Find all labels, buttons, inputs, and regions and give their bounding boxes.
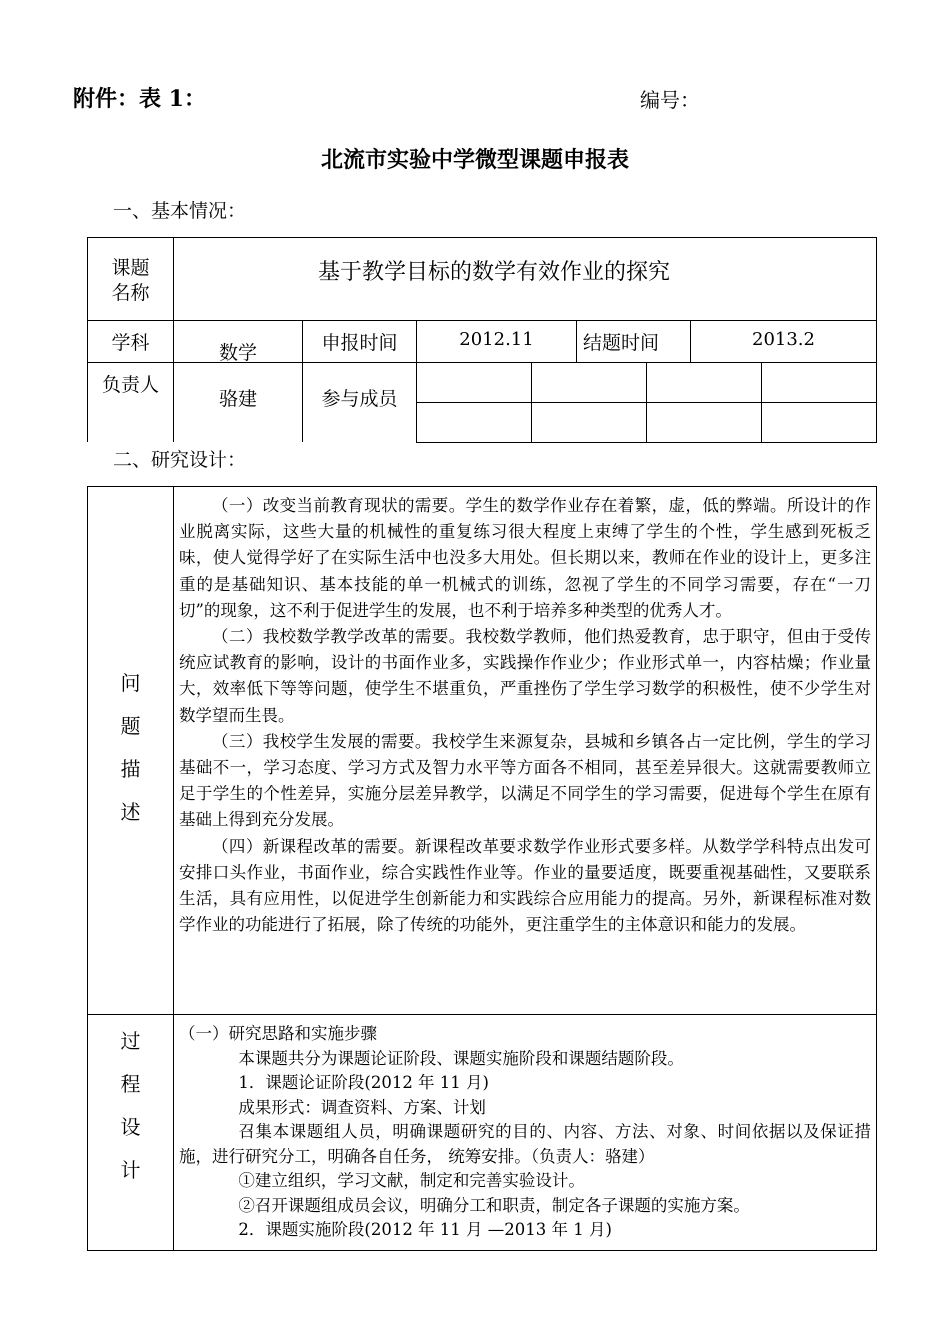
table-border — [87, 1250, 877, 1251]
process-label — [88, 1020, 173, 1192]
problem-paragraph: （三）我校学生发展的需要。我校学生来源复杂，县城和乡镇各占一定比例，学生的学习基础不一，学习态度、学习方式及智力水平等方面各不相同，甚至差异很大。这就需要教师立足于学生的个性差异，实施分层差异教学，以满足不同学生的学习需要，促进每个学生在原有基础上得到充分发展。 — [179, 731, 871, 830]
leader-label: 负责人 — [101, 374, 159, 396]
problem-paragraph: （一）改变当前教育现状的需要。学生的数学作业存在着繁，虚，低的弊端。所设计的作业脱离实际，这些大量的机械性的重复练习很大程度上束缚了学生的个性，学生感到死板乏味，使人觉得学好了在实际生活中也没多大用处。但长期以来，教师在作业的设计上，更多注重的是基础知识、基本技能的单一机械式的训练，忽视了学生的不同学习需要，存在“一刀切”的现象，这不利于促进学生的发展，也不利于培养多种类型的优秀人才。 — [179, 496, 871, 620]
table-border — [531, 362, 532, 443]
table-border — [87, 320, 877, 321]
table-border — [87, 1014, 877, 1015]
section-design-heading: 二、研究设计： — [113, 449, 247, 471]
problem-paragraph: （二）我校数学教学改革的需要。我校数学教师，他们热爱教育，忠于职守，但由于受传统应试教育的影响，设计的书面作业多，实践操作作业少；作业形式单一，内容枯燥；作业量大，效率低下等等问题，使学生不堪重负，严重挫伤了学生学习数学的积极性，使不少学生对数学望而生畏。 — [179, 627, 871, 725]
topic-label-line1: 课题 — [111, 257, 150, 279]
process-line: 本课题共分为课题论证阶段、课题实施阶段和课题结题阶段。 — [238, 1048, 684, 1068]
process-label-char: 程 — [120, 1072, 141, 1096]
table-border — [87, 486, 877, 487]
process-line: 召集本课题组人员，明确课题研究的目的、内容、方法、对象、时间依据以及保证措施，进行研究分工，明确各自任务， 统筹安排。（负责人：骆建） — [179, 1122, 871, 1166]
process-heading: （一）研究思路和实施步骤 — [179, 1024, 377, 1043]
problem-label-char: 题 — [120, 714, 141, 738]
problem-label-char: 述 — [120, 800, 141, 824]
process-line: 成果形式：调查资料、方案、计划 — [238, 1097, 486, 1117]
process-line: 1．课题论证阶段(2012 年 11 月) — [238, 1073, 489, 1092]
problem-label-char: 问 — [120, 671, 141, 695]
process-line: 2．课题实施阶段(2012 年 11 月 —2013 年 1 月) — [238, 1220, 612, 1239]
table-border — [876, 486, 877, 1251]
table-border — [646, 362, 647, 443]
problem-paragraph: （四）新课程改革的需要。新课程改革要求数学作业形式要多样。从数学学科特点出发可安排口头作业，书面作业，综合实践性作业等。作业的量要适度，既要重视基础性，又要联系生活，具有应用性，以促进学生创新能力和实践综合应用能力的提高。另外，新课程标准对数学作业的功能进行了拓展，除了传统的功能外，更注重学生的主体意识和能力的发展。 — [179, 836, 871, 935]
topic-label — [88, 256, 173, 306]
topic-label-line2: 名称 — [111, 282, 150, 304]
problem-label — [88, 662, 173, 834]
apply-time-label: 申报时间 — [321, 332, 398, 354]
topic-value: 基于教学目标的数学有效作业的探究 — [318, 260, 671, 285]
table-border — [173, 486, 174, 1251]
table-border — [87, 237, 877, 238]
finish-time-value: 2013.2 — [752, 329, 815, 350]
page-title: 北流市实验中学微型课题申报表 — [320, 147, 629, 173]
attachment-label: 附件：表 1： — [73, 86, 206, 112]
process-design — [179, 1022, 871, 1243]
process-line: ②召开课题组成员会议，明确分工和职责，制定各子课题的实施方案。 — [238, 1195, 750, 1215]
process-line: ①建立组织，学习文献，制定和完善实验设计。 — [238, 1171, 585, 1190]
problem-description — [179, 493, 871, 938]
members-label: 参与成员 — [321, 388, 398, 410]
section-basic-heading: 一、基本情况： — [113, 200, 247, 222]
apply-time-value: 2012.11 — [459, 329, 534, 350]
problem-label-char: 描 — [120, 757, 141, 781]
subject-value: 数学 — [218, 342, 257, 364]
table-border — [576, 320, 577, 362]
subject-label: 学科 — [111, 332, 150, 354]
process-label-char: 设 — [120, 1115, 141, 1139]
table-border — [761, 362, 762, 443]
leader-value: 骆建 — [218, 388, 257, 410]
number-label: 编号： — [640, 88, 700, 112]
process-label-char: 计 — [120, 1158, 141, 1182]
finish-time-label: 结题时间 — [583, 332, 660, 354]
process-label-char: 过 — [120, 1029, 141, 1053]
table-border — [876, 237, 877, 443]
